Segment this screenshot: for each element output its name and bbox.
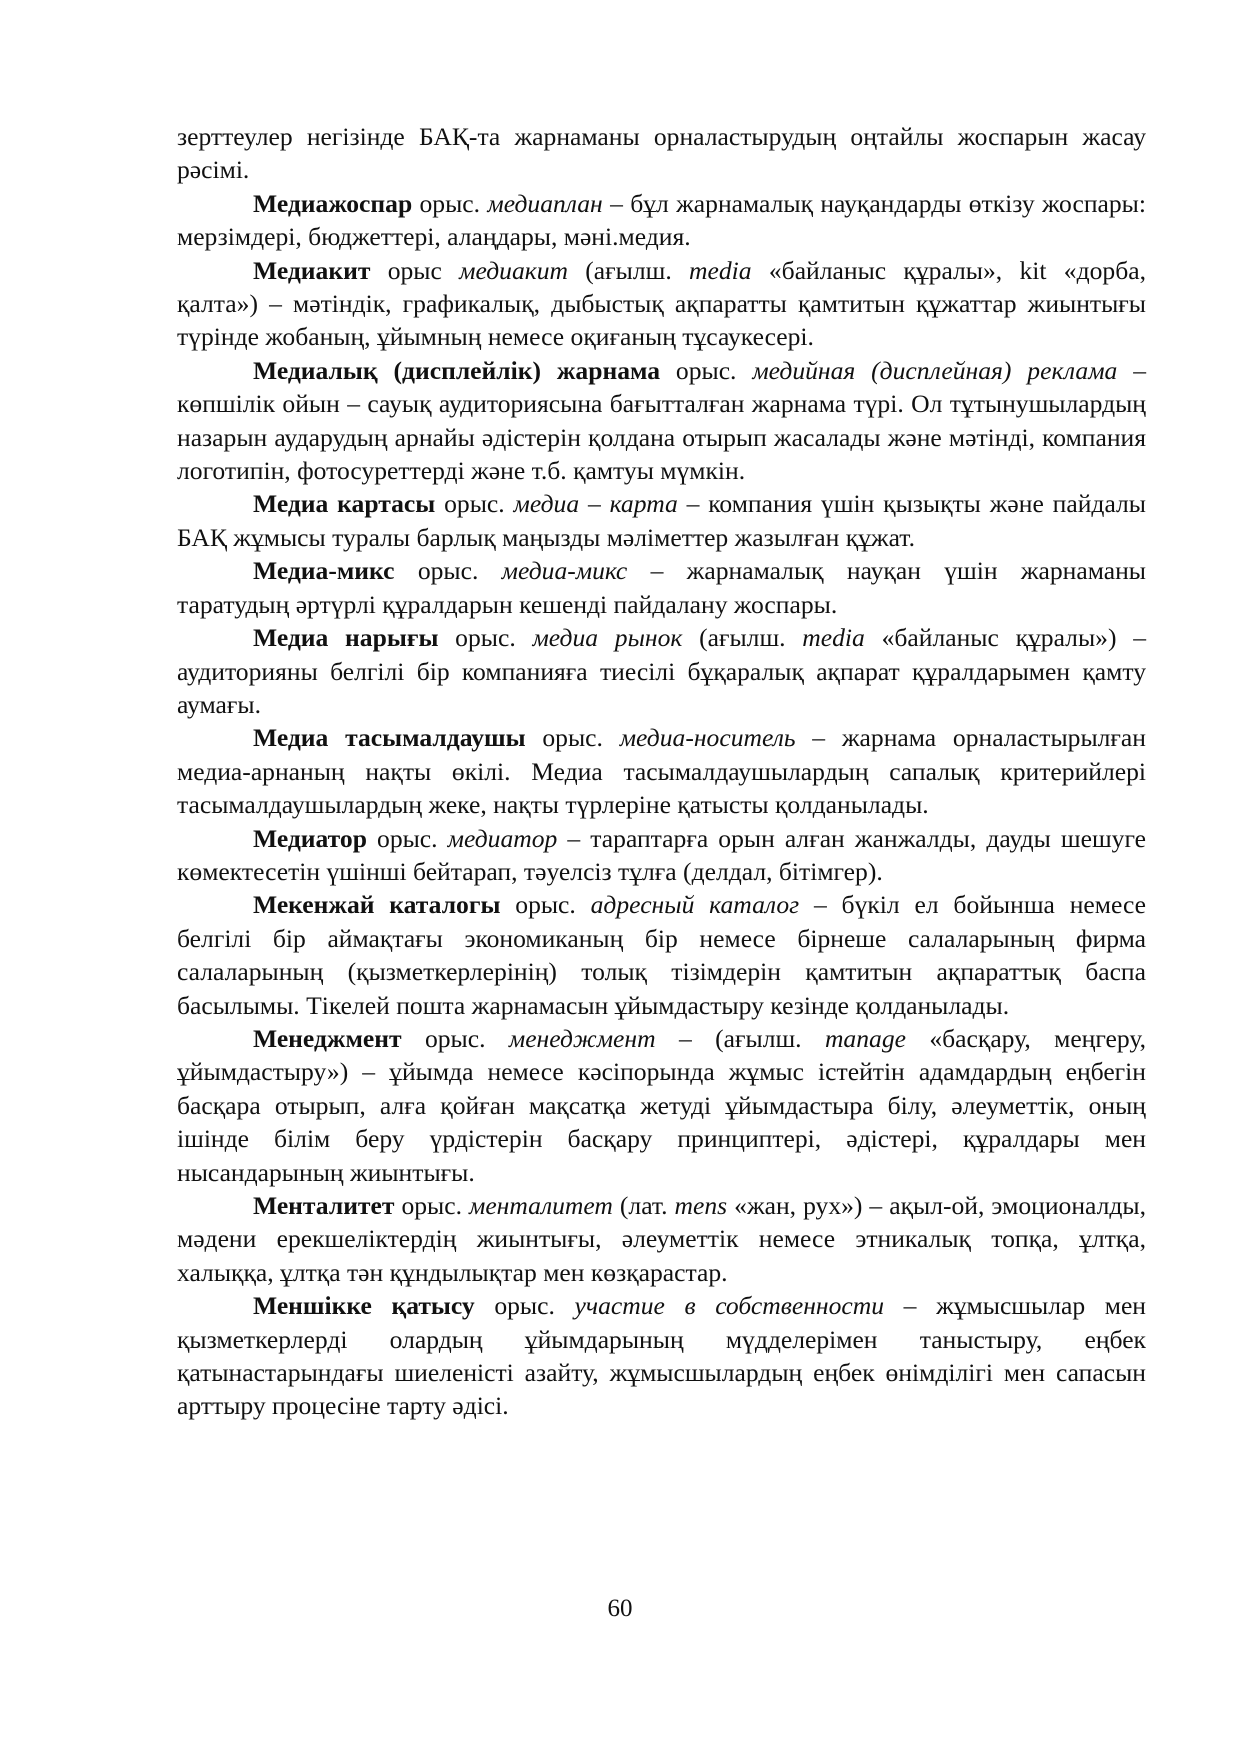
entry-russian-term: адресный каталог (590, 890, 800, 920)
entry-text: орыс. (394, 556, 502, 586)
page-number: 60 (607, 1595, 633, 1622)
entry-term: Медиа-микс (253, 556, 395, 586)
entry-text: орыс. (500, 890, 591, 920)
entry-text: – (ағылш. (655, 1023, 825, 1053)
entry-term: Меншікке қатысу (253, 1291, 475, 1321)
entry-definition: «жан, рух») – ақыл-ой, эмоционалды, мәдени ерекшеліктердің жиынтығы, әлеуметтік немесе этникалық топқа, ұлтқа, халыққа, ұлтқа тән құндылықтар мен көзқарастар. (177, 1191, 1146, 1287)
entry-russian-term: участие в собственности (574, 1291, 885, 1321)
entry-definition: – бүкіл ел бойынша немесе белгілі бір аймақтағы экономиканың бір немесе бірнеше салаларының фирма салаларының (қызметкерлерінің) толық тізімдерін қамтитын ақпараттық баспа басылымы. Тікелей пошта жарнамасын ұйымдастыру кезінде қолданылады. (177, 890, 1146, 1020)
entry-definition: – көпшілік ойын – сауық аудиториясына бағытталған жарнама түрі. Ол тұтынушылардың назарын аударудың арнайы әдістерін қолдана отырып жасалады және мәтінді, компания логотипін, фотосуреттерді және т.б. қамтуы мүмкін. (177, 355, 1146, 486)
glossary-entry-mediazhospar (177, 187, 1146, 254)
entry-definition: «басқару, меңгеру, ұйымдастыру») – ұйымда немесе кәсіпорында жұмыс істейтін адамдардың еңбегін басқара отырып, алға қойған мақсатқа жетуді ұйымдастыра білу, әлеуметтік, оның ішінде білім беру үрдістерін басқару принциптері, әдістері, құралдары мен нысандарының жиынтығы. (177, 1023, 1146, 1187)
entry-text: (ағылш. (568, 255, 690, 285)
entry-definition: – жарнамалық науқан үшін жарнаманы таратудың әртүрлі құралдарын кешенді пайдалану жоспары. (177, 556, 1146, 619)
entry-text: (лат. (612, 1191, 675, 1220)
entry-russian-term: менеджмент (508, 1023, 656, 1053)
glossary-entry-medialyk-zharnama (177, 354, 1146, 488)
entry-text: орыс. (474, 1291, 575, 1321)
entry-term: Медиакит (253, 255, 371, 285)
entry-russian-term: медийная (дисплейная) реклама (752, 355, 1118, 385)
entry-russian-term: медиа рынок (532, 623, 683, 653)
entry-russian-term: медиакит (459, 255, 568, 285)
entry-definition: «байланыс құралы», kit «дорба, қалта») – мәтіндік, графикалық, дыбыстық ақпаратты қамтитын құжаттар жиынтығы түрінде жобаның, ұйымның немесе оқиғаның тұсаукесері. (177, 255, 1146, 352)
entry-text: орыс. (412, 188, 488, 218)
entry-definition: – бұл жарнамалық науқандарды өткізу жоспары: мерзімдері, бюджеттері, алаңдары, мәні.медия. (177, 188, 1146, 252)
entry-term: Менталитет (253, 1191, 395, 1220)
entry-english-term: manage (824, 1023, 906, 1053)
entry-term: Мекенжай каталогы (253, 890, 501, 920)
entry-russian-term: медиатор (447, 823, 558, 853)
entry-term: Медиалық (дисплейлік) жарнама (253, 355, 661, 385)
entry-english-term: media (802, 623, 865, 653)
entry-term: Медиа тасымалдаушы (253, 723, 526, 753)
glossary-entry-media-miks (177, 554, 1146, 621)
entry-text: орыс. (401, 1023, 509, 1053)
glossary-entry-mediakit (177, 254, 1146, 354)
entry-text: орыс. (366, 823, 448, 853)
entry-english-term: media (689, 255, 752, 285)
entry-latin-term: mens (674, 1191, 728, 1220)
glossary-entry-menedzhment (177, 1022, 1146, 1189)
entry-text: орыс. (660, 355, 753, 385)
document-page (177, 120, 1146, 1423)
entry-russian-term: менталитет (468, 1191, 613, 1220)
entry-term: Менеджмент (253, 1023, 402, 1053)
entry-term: Медиажоспар (253, 188, 413, 218)
glossary-entry-mentalitet (177, 1189, 1146, 1289)
entry-text: (ағылш. (682, 623, 803, 653)
entry-text: орыс. (394, 1191, 469, 1220)
entry-russian-term: медиаплан (487, 188, 603, 218)
glossary-entry-mediator (177, 822, 1146, 889)
entry-russian-term: медиа-микс (501, 556, 628, 586)
entry-term: Медиа картасы (253, 489, 436, 519)
glossary-entry-menshikke-katysu (177, 1289, 1146, 1423)
entry-definition: – компания үшін қызықты және пайдалы БАҚ жұмысы туралы барлық маңызды мәліметтер жазылған құжат. (177, 489, 1146, 552)
entry-text: орыс. (525, 723, 620, 753)
entry-russian-term: медиа-носитель (619, 723, 796, 753)
continuation-paragraph: зерттеулер негізінде БАҚ-та жарнаманы орналастырудың оңтайлы жоспарын жасау рәсімі. (177, 122, 1146, 185)
glossary-entry-mekenzhai-katalogy (177, 888, 1146, 1022)
entry-text: орыс. (435, 489, 514, 519)
glossary-entry-media-kartasy (177, 487, 1146, 554)
entry-text: орыс (370, 255, 460, 285)
entry-russian-term: медиа – карта (513, 489, 678, 519)
entry-definition: – жұмысшылар мен қызметкерлерді олардың ұйымдарының мүдделерімен таныстыру, еңбек қатынастарындағы шиеленісті азайту, жұмысшылардың еңбек өнімділігі мен сапасын арттыру процесіне тарту әдісі. (177, 1291, 1146, 1421)
entry-definition: – жарнама орналастырылған медиа-арнаның нақты өкілі. Медиа тасымалдаушылардың сапалық критерийлері тасымалдаушылардың жеке, нақты түрлеріне қатысты қолданылады. (177, 723, 1146, 820)
glossary-entry-media-narygy (177, 621, 1146, 721)
entry-term: Медиа нарығы (253, 623, 439, 653)
entry-definition: – тараптарға орын алған жанжалды, дауды шешуге көмектесетін үшінші бейтарап, тәуелсіз тұлға (делдал, бітімгер). (177, 823, 1146, 886)
entry-text: орыс. (438, 623, 533, 653)
entry-term: Медиатор (253, 823, 367, 853)
glossary-entry-media-tasymaldaushy (177, 721, 1146, 821)
entry-definition: «байланыс құралы») – аудиторияны белгілі бір компанияға тиесілі бұқаралық ақпарат құралдарымен қамту аумағы. (177, 623, 1146, 719)
